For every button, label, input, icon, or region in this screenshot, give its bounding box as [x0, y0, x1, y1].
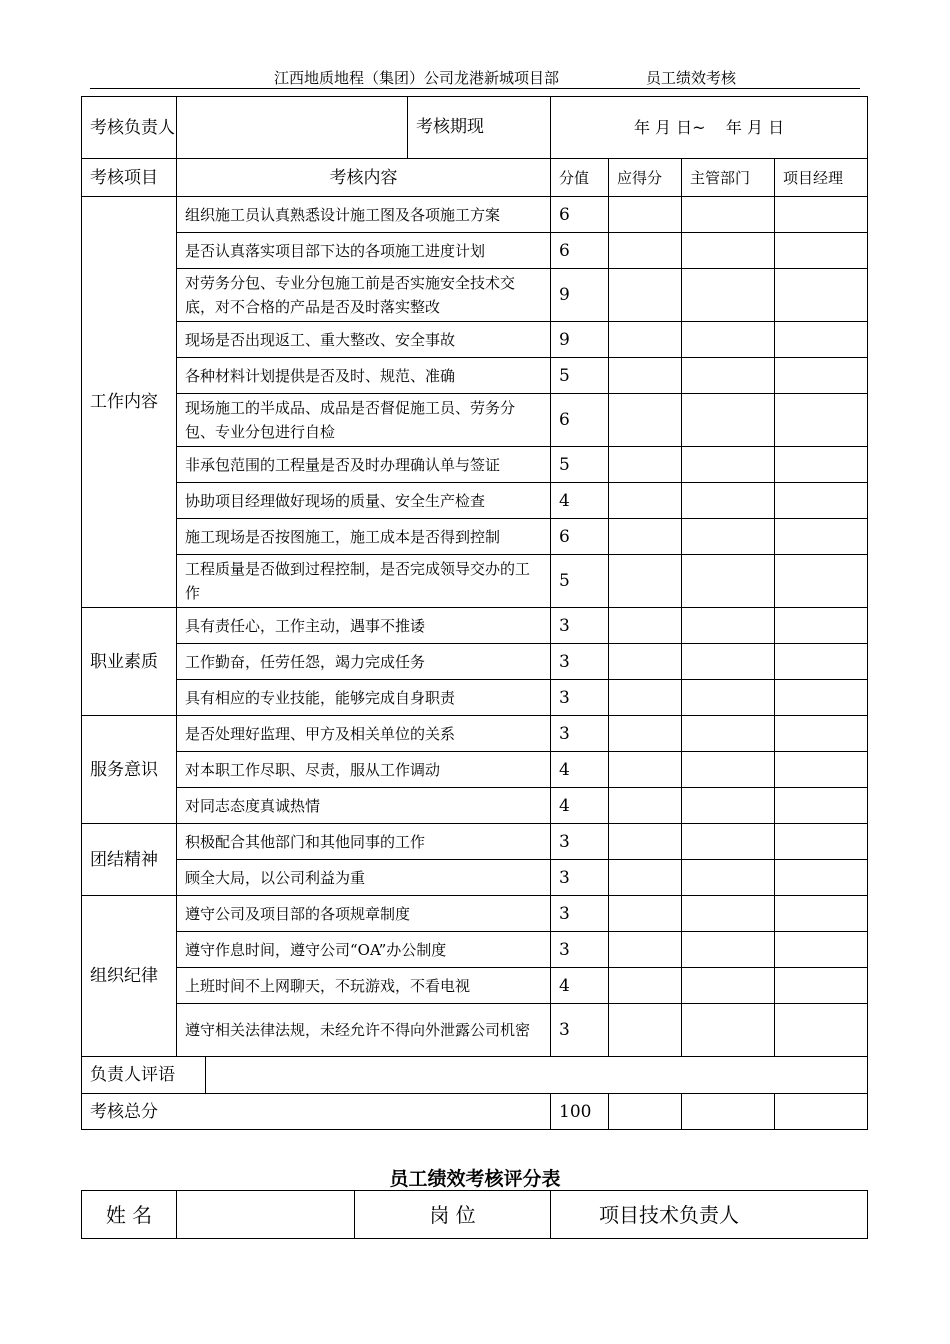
item-score: 4 — [551, 483, 609, 519]
employee-info-table — [81, 1190, 868, 1239]
category-name: 团结精神 — [82, 824, 177, 896]
table-row — [82, 519, 868, 555]
manager-cell[interactable] — [775, 608, 868, 644]
manager-cell[interactable] — [775, 483, 868, 519]
item-score: 3 — [551, 644, 609, 680]
reviewer-value[interactable] — [177, 97, 408, 158]
category-name: 组织纪律 — [82, 896, 177, 1057]
item-score: 3 — [551, 1004, 609, 1057]
manager-cell[interactable] — [775, 788, 868, 824]
earned-cell[interactable] — [609, 269, 682, 322]
earned-cell[interactable] — [609, 644, 682, 680]
table-row — [82, 269, 868, 322]
earned-cell[interactable] — [609, 483, 682, 519]
manager-cell[interactable] — [775, 197, 868, 233]
manager-cell[interactable] — [775, 860, 868, 896]
item-text: 协助项目经理做好现场的质量、安全生产检查 — [177, 483, 551, 519]
item-score: 3 — [551, 824, 609, 860]
item-score: 5 — [551, 447, 609, 483]
table-row — [82, 322, 868, 358]
dept-cell[interactable] — [682, 788, 775, 824]
item-text: 现场施工的半成品、成品是否督促施工员、劳务分包、专业分包进行自检 — [177, 394, 551, 447]
earned-cell[interactable] — [609, 680, 682, 716]
item-text: 具有相应的专业技能，能够完成自身职责 — [177, 680, 551, 716]
earned-cell[interactable] — [609, 716, 682, 752]
dept-cell[interactable] — [682, 824, 775, 860]
table-row — [82, 680, 868, 716]
item-score: 6 — [551, 519, 609, 555]
col-header-dept: 主管部门 — [682, 159, 775, 197]
category-name: 工作内容 — [82, 197, 177, 608]
dept-cell[interactable] — [682, 896, 775, 932]
total-manager[interactable] — [775, 1094, 868, 1130]
item-score: 3 — [551, 680, 609, 716]
position-label: 岗 位 — [355, 1191, 551, 1239]
dept-cell[interactable] — [682, 752, 775, 788]
item-score: 9 — [551, 322, 609, 358]
dept-cell[interactable] — [682, 644, 775, 680]
total-value: 100 — [551, 1094, 609, 1130]
item-score: 5 — [551, 358, 609, 394]
dept-cell[interactable] — [682, 197, 775, 233]
earned-cell[interactable] — [609, 608, 682, 644]
item-score: 6 — [551, 233, 609, 269]
item-score: 4 — [551, 752, 609, 788]
table-row — [82, 447, 868, 483]
earned-cell[interactable] — [609, 233, 682, 269]
dept-cell[interactable] — [682, 860, 775, 896]
dept-cell[interactable] — [682, 680, 775, 716]
item-score: 4 — [551, 968, 609, 1004]
earned-cell[interactable] — [609, 197, 682, 233]
item-text: 积极配合其他部门和其他同事的工作 — [177, 824, 551, 860]
form-title: 员工绩效考核评分表 — [389, 1168, 561, 1190]
total-earned[interactable] — [609, 1094, 682, 1130]
table-row — [82, 1004, 868, 1057]
item-text: 上班时间不上网聊天，不玩游戏，不看电视 — [177, 968, 551, 1004]
dept-cell[interactable] — [682, 932, 775, 968]
item-text: 组织施工员认真熟悉设计施工图及各项施工方案 — [177, 197, 551, 233]
item-text: 现场是否出现返工、重大整改、安全事故 — [177, 322, 551, 358]
dept-cell[interactable] — [682, 358, 775, 394]
manager-cell[interactable] — [775, 932, 868, 968]
item-text: 具有责任心，工作主动，遇事不推诿 — [177, 608, 551, 644]
item-score: 9 — [551, 269, 609, 322]
manager-cell[interactable] — [775, 1004, 868, 1057]
category-name: 职业素质 — [82, 608, 177, 716]
table-row — [82, 824, 868, 860]
name-label: 姓 名 — [82, 1191, 177, 1239]
manager-cell[interactable] — [775, 358, 868, 394]
item-text: 对本职工作尽职、尽责，服从工作调动 — [177, 752, 551, 788]
table-row — [82, 968, 868, 1004]
manager-cell[interactable] — [775, 233, 868, 269]
period-value[interactable]: 年 月 日~ 年 月 日 — [551, 97, 868, 159]
earned-cell[interactable] — [609, 358, 682, 394]
period-label: 考核期现 — [416, 117, 484, 137]
assessment-table — [81, 96, 868, 1130]
table-row — [82, 555, 868, 608]
earned-cell[interactable] — [609, 1004, 682, 1057]
item-score: 3 — [551, 896, 609, 932]
item-text: 遵守公司及项目部的各项规章制度 — [177, 896, 551, 932]
earned-cell[interactable] — [609, 788, 682, 824]
manager-cell[interactable] — [775, 680, 868, 716]
item-text: 工程质量是否做到过程控制，是否完成领导交办的工作 — [177, 555, 551, 608]
page-header — [90, 64, 860, 89]
total-dept[interactable] — [682, 1094, 775, 1130]
table-row — [82, 752, 868, 788]
item-text: 顾全大局，以公司利益为重 — [177, 860, 551, 896]
item-score: 3 — [551, 608, 609, 644]
manager-cell[interactable] — [775, 322, 868, 358]
item-text: 遵守作息时间，遵守公司“OA”办公制度 — [177, 932, 551, 968]
table-row — [82, 788, 868, 824]
manager-cell[interactable] — [775, 555, 868, 608]
item-text: 非承包范围的工程量是否及时办理确认单与签证 — [177, 447, 551, 483]
item-score: 5 — [551, 555, 609, 608]
table-row — [82, 860, 868, 896]
item-text: 施工现场是否按图施工，施工成本是否得到控制 — [177, 519, 551, 555]
dept-cell[interactable] — [682, 233, 775, 269]
earned-cell[interactable] — [609, 447, 682, 483]
dept-cell[interactable] — [682, 555, 775, 608]
manager-cell[interactable] — [775, 519, 868, 555]
earned-cell[interactable] — [609, 752, 682, 788]
item-score: 3 — [551, 932, 609, 968]
item-score: 6 — [551, 197, 609, 233]
table-row — [82, 896, 868, 932]
comment-field[interactable] — [206, 1057, 867, 1093]
document-name: 员工绩效考核 — [646, 69, 737, 87]
col-header-score: 分值 — [551, 159, 609, 197]
item-text: 是否认真落实项目部下达的各项施工进度计划 — [177, 233, 551, 269]
dept-cell[interactable] — [682, 447, 775, 483]
table-row — [82, 716, 868, 752]
item-text: 工作勤奋，任劳任怨，竭力完成任务 — [177, 644, 551, 680]
manager-cell[interactable] — [775, 896, 868, 932]
earned-cell[interactable] — [609, 860, 682, 896]
col-header-earned: 应得分 — [609, 159, 682, 197]
manager-cell[interactable] — [775, 716, 868, 752]
dept-cell[interactable] — [682, 716, 775, 752]
total-label: 考核总分 — [82, 1094, 551, 1130]
table-row — [82, 394, 868, 447]
dept-cell[interactable] — [682, 1004, 775, 1057]
earned-cell[interactable] — [609, 519, 682, 555]
item-text: 对同志态度真诚热情 — [177, 788, 551, 824]
item-score: 3 — [551, 860, 609, 896]
reviewer-label: 考核负责人 — [82, 97, 177, 159]
dept-cell[interactable] — [682, 608, 775, 644]
earned-cell[interactable] — [609, 896, 682, 932]
item-score: 4 — [551, 788, 609, 824]
earned-cell[interactable] — [609, 824, 682, 860]
table-row — [82, 233, 868, 269]
col-header-manager: 项目经理 — [775, 159, 868, 197]
dept-cell[interactable] — [682, 519, 775, 555]
comment-label: 负责人评语 — [82, 1057, 206, 1093]
item-text: 是否处理好监理、甲方及相关单位的关系 — [177, 716, 551, 752]
earned-cell[interactable] — [609, 968, 682, 1004]
table-row — [82, 358, 868, 394]
col-header-project: 考核项目 — [82, 159, 177, 197]
manager-cell[interactable] — [775, 752, 868, 788]
dept-cell[interactable] — [682, 394, 775, 447]
position-value: 项目技术负责人 — [551, 1191, 868, 1239]
table-row — [82, 644, 868, 680]
earned-cell[interactable] — [609, 394, 682, 447]
dept-cell[interactable] — [682, 968, 775, 1004]
manager-cell[interactable] — [775, 394, 868, 447]
earned-cell[interactable] — [609, 322, 682, 358]
manager-cell[interactable] — [775, 447, 868, 483]
table-row — [82, 932, 868, 968]
earned-cell[interactable] — [609, 932, 682, 968]
manager-cell[interactable] — [775, 269, 868, 322]
item-score: 6 — [551, 394, 609, 447]
item-score: 3 — [551, 716, 609, 752]
manager-cell[interactable] — [775, 968, 868, 1004]
manager-cell[interactable] — [775, 644, 868, 680]
item-text: 对劳务分包、专业分包施工前是否实施安全技术交底，对不合格的产品是否及时落实整改 — [177, 269, 551, 322]
item-text: 各种材料计划提供是否及时、规范、准确 — [177, 358, 551, 394]
table-row — [82, 608, 868, 644]
organization-name: 江西地质地程（集团）公司龙港新城项目部 — [274, 69, 560, 87]
item-text: 遵守相关法律法规，未经允许不得向外泄露公司机密 — [177, 1004, 551, 1057]
dept-cell[interactable] — [682, 322, 775, 358]
table-row — [82, 483, 868, 519]
table-row — [82, 197, 868, 233]
reviewer-value-field[interactable] — [177, 97, 551, 159]
dept-cell[interactable] — [682, 483, 775, 519]
comment-row — [82, 1057, 868, 1094]
name-field[interactable] — [177, 1191, 355, 1239]
dept-cell[interactable] — [682, 269, 775, 322]
earned-cell[interactable] — [609, 555, 682, 608]
manager-cell[interactable] — [775, 824, 868, 860]
category-name: 服务意识 — [82, 716, 177, 824]
col-header-content: 考核内容 — [177, 159, 551, 197]
